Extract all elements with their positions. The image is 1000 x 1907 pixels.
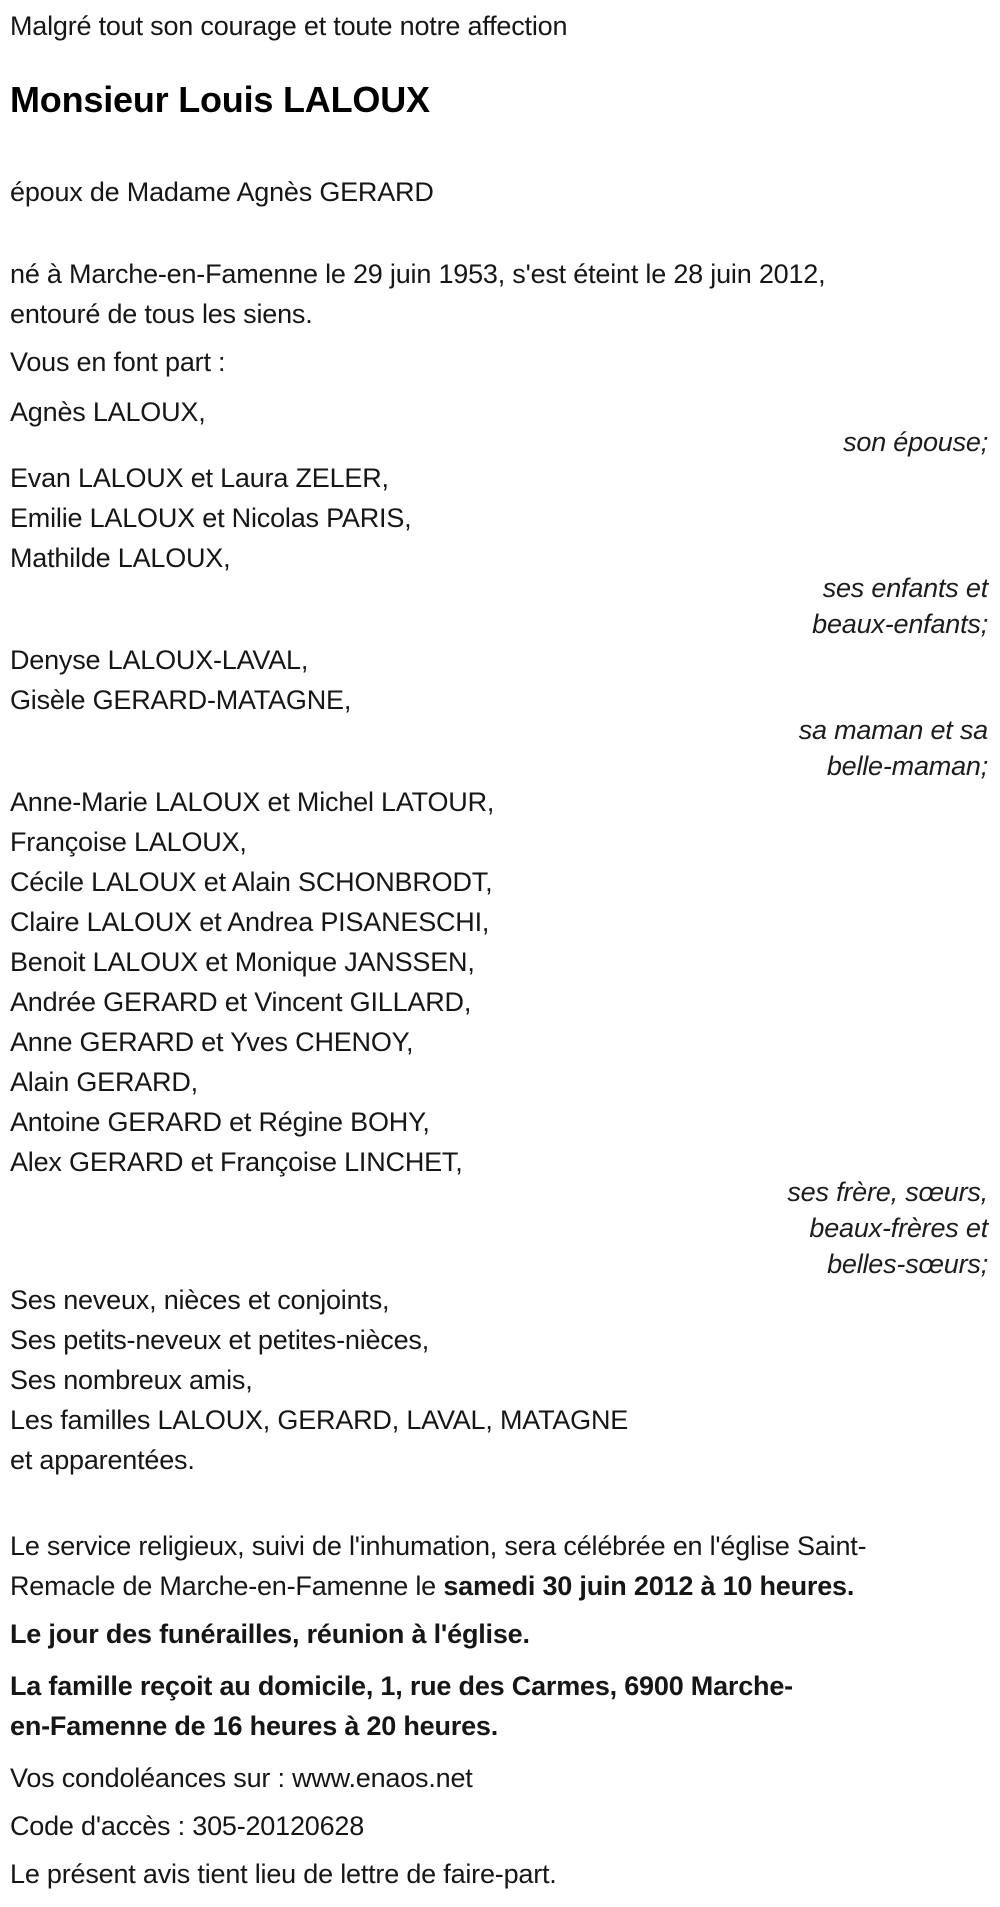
service-line xyxy=(10,1566,988,1606)
name-line: Denyse LALOUX-LAVAL, xyxy=(10,645,309,675)
intro-line: Malgré tout son courage et toute notre affection xyxy=(10,11,568,41)
name-line: et apparentées. xyxy=(10,1445,195,1475)
relation-line: ses frère, sœurs, xyxy=(787,1177,988,1207)
relation-label xyxy=(10,1174,988,1282)
relation-line: beaux-enfants; xyxy=(812,609,988,639)
relation-line: sa maman et sa xyxy=(798,715,988,745)
name-line: Antoine GERARD et Régine BOHY, xyxy=(10,1107,430,1137)
condolences-line: Vos condoléances sur : www.enaos.net xyxy=(10,1763,473,1793)
family-group-children xyxy=(10,458,988,642)
birth-death-line: entouré de tous les siens. xyxy=(10,299,313,329)
name-line: Ses nombreux amis, xyxy=(10,1365,253,1395)
family-group-extended xyxy=(10,1280,988,1480)
access-code-line: Code d'accès : 305-20120628 xyxy=(10,1811,365,1841)
name-line: Gisèle GERARD-MATAGNE, xyxy=(10,685,352,715)
announcement-line: Vous en font part : xyxy=(10,347,226,377)
name-line: Agnès LALOUX, xyxy=(10,397,206,427)
name-line: Alex GERARD et Françoise LINCHET, xyxy=(10,1147,463,1177)
reception-paragraph xyxy=(10,1666,988,1746)
name-line: Françoise LALOUX, xyxy=(10,827,247,857)
name-line: Claire LALOUX et Andrea PISANESCHI, xyxy=(10,907,490,937)
name-line: Andrée GERARD et Vincent GILLARD, xyxy=(10,987,472,1017)
relation-line: beaux-frères et xyxy=(809,1213,988,1243)
name-line: Ses petits-neveux et petites-nièces, xyxy=(10,1325,430,1355)
reception-line: La famille reçoit au domicile, 1, rue des Carmes, 6900 Marche- xyxy=(10,1671,793,1701)
name-list xyxy=(10,1280,988,1480)
service-line-normal: Remacle de Marche-en-Famenne le xyxy=(10,1571,444,1601)
name-line: Alain GERARD, xyxy=(10,1067,198,1097)
funeral-day-line: Le jour des funérailles, réunion à l'église. xyxy=(10,1619,530,1649)
name-line: Cécile LALOUX et Alain SCHONBRODT, xyxy=(10,867,493,897)
family-group-mothers xyxy=(10,640,988,784)
relation-line: son épouse; xyxy=(843,427,988,457)
relation-line: belles-sœurs; xyxy=(827,1249,988,1279)
name-line: Les familles LALOUX, GERARD, LAVAL, MATAGNE xyxy=(10,1405,629,1435)
name-list xyxy=(10,640,988,720)
birth-death-paragraph xyxy=(10,254,988,334)
relation-label xyxy=(10,570,988,642)
deceased-name: Monsieur Louis LALOUX xyxy=(10,79,430,120)
name-list xyxy=(10,458,988,578)
name-line: Benoit LALOUX et Monique JANSSEN, xyxy=(10,947,475,977)
name-line: Evan LALOUX et Laura ZELER, xyxy=(10,463,389,493)
spouse-line: époux de Madame Agnès GERARD xyxy=(10,177,434,207)
name-line: Ses neveux, nièces et conjoints, xyxy=(10,1285,390,1315)
reception-line: en-Famenne de 16 heures à 20 heures. xyxy=(10,1711,499,1741)
name-line: Emilie LALOUX et Nicolas PARIS, xyxy=(10,503,412,533)
relation-line: ses enfants et xyxy=(822,573,988,603)
name-line: Mathilde LALOUX, xyxy=(10,543,231,573)
family-group-siblings xyxy=(10,782,988,1282)
name-list xyxy=(10,782,988,1182)
relation-label xyxy=(10,712,988,784)
relation-line: belle-maman; xyxy=(826,751,988,781)
service-paragraph xyxy=(10,1526,988,1606)
service-datetime: samedi 30 juin 2012 à 10 heures. xyxy=(443,1571,855,1601)
closing-line: Le présent avis tient lieu de lettre de faire-part. xyxy=(10,1859,557,1889)
name-line: Anne GERARD et Yves CHENOY, xyxy=(10,1027,414,1057)
service-line: Le service religieux, suivi de l'inhumation, sera célébrée en l'église Saint- xyxy=(10,1531,867,1561)
birth-death-line: né à Marche-en-Famenne le 29 juin 1953, s'est éteint le 28 juin 2012, xyxy=(10,259,826,289)
family-group-spouse xyxy=(10,392,988,460)
name-line: Anne-Marie LALOUX et Michel LATOUR, xyxy=(10,787,495,817)
